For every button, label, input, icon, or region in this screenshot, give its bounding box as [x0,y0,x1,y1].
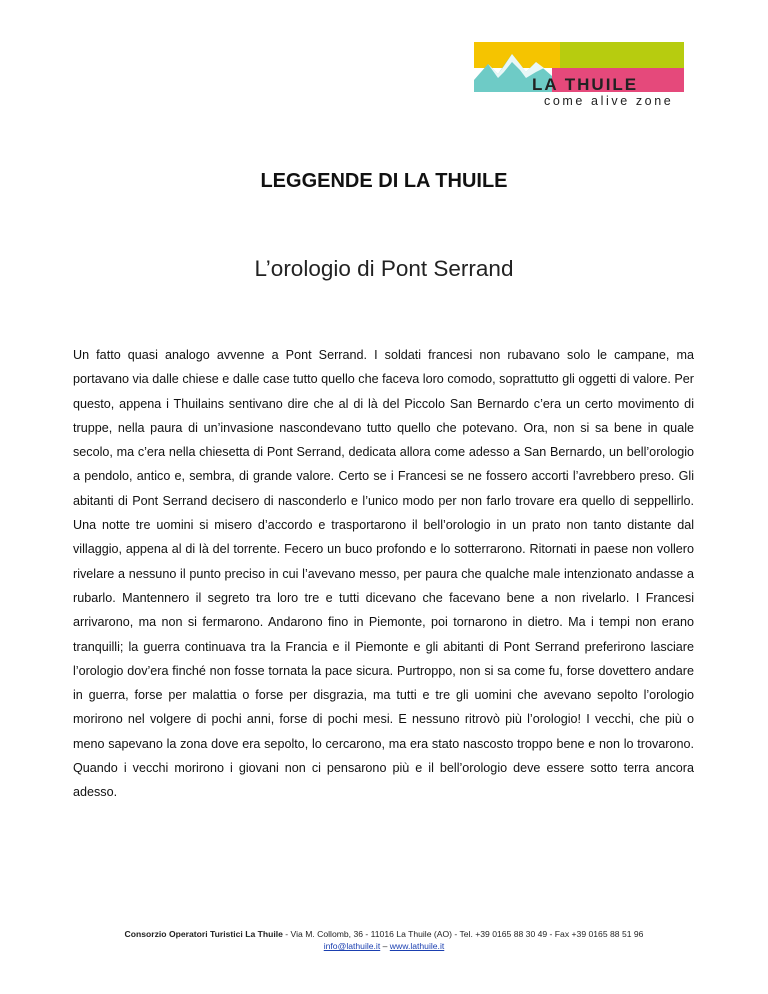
document-title: LEGGENDE DI LA THUILE [260,170,508,192]
footer [0,928,768,952]
legend-text: Un fatto quasi analogo avvenne a Pont Serrand. I soldati francesi non rubavano solo le campane, ma portavano via dalle chiese e dalle case tutto quello che faceva loro comodo, soprattutto gli oggetti di valore. Per questo, appena i Thuilains sentivano dire che al di là del Piccolo San Bernardo c’era un certo movimento di truppe, nella paura di un’invasione nascondevano tutto quello che potevano. Ora, non si sa bene in quale secolo, ma c’era nella chiesetta di Pont Serrand, dedicata allora come adesso a San Bernardo, un bell’orologio a pendolo, antico e, sembra, di grande valore. Certo se i Francesi se ne fossero accorti l’avrebbero preso. Gli abitanti di Pont Serrand decisero di nasconderlo e l’unico modo per non farlo trovare era quello di seppellirlo. Una notte tre uomini si misero d’accordo e trasportarono il bell’orologio in un prato non tanto distante dal villaggio, appena al di là del torrente. Fecero un buco profondo e lo sotterrarono. Ritornati in paese non vollero rivelare a nessuno il punto preciso in cui l’avevano messo, per paura che qualche male intenzionato andasse a rubarlo. Mantennero il segreto tra loro tre e tutti dicevano che facevano bene a non rivelarlo. I Francesi arrivarono, ma non si fermarono. Andarono fino in Piemonte, poi tornarono in dietro. Ma i tempi non erano tranquilli; la guerra continuava tra la Francia e il Piemonte e gli abitanti di Pont Serrand preferirono lasciare l’orologio dov’era finché non fosse tornata la pace sicura. Purtroppo, non si sa come fu, forse dovettero andare in guerra, forse per malattia o forse per disgrazia, ma tutti e tre gli uomini che avevano sepolto l’orologio morirono nel volgere di pochi anni, forse di pochi mesi. E nessuno ritrovò più l’orologio! I vecchi, che più o meno sapevano la zona dove era sepolto, lo cercarono, ma era stato nascosto troppo bene e non lo trovarono. Quando i vecchi morirono i giovani non ci pensarono più e il bell’orologio deve essere sotto terra ancora adesso. [73,348,694,800]
footer-email-link[interactable]: info@lathuile.it [323,941,381,951]
logo-wordmark: LA THUILE [532,75,639,94]
footer-links-line [0,940,768,952]
footer-website-link[interactable]: www.lathuile.it [389,941,445,951]
footer-organization: Consorzio Operatori Turistici La Thuile [124,929,283,939]
footer-contact: - Via M. Collomb, 36 - 11016 La Thuile (AO) - Tel. +39 0165 88 30 49 - Fax +39 0165 88 51 96 [282,929,644,939]
footer-address-line [0,928,768,940]
la-thuile-logo [474,42,688,110]
document-subtitle: L’orologio di Pont Serrand [254,256,514,281]
logo-tagline: come alive zone [544,94,674,108]
footer-separator: – [380,941,390,951]
